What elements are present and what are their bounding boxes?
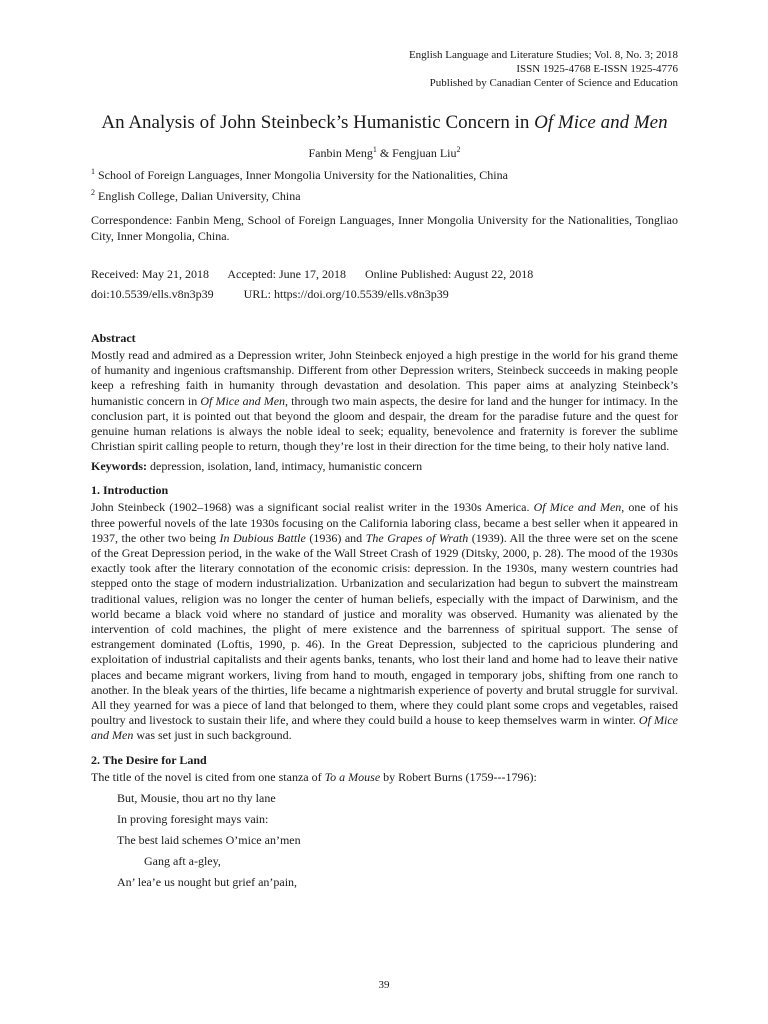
affiliation-marker: 2 bbox=[456, 145, 461, 154]
paragraph-text: John Steinbeck (1902–1968) was a significant social realist writer in the 1930s America. bbox=[91, 500, 534, 515]
novel-title-italic: Of Mice and Men bbox=[91, 713, 679, 743]
novel-title-italic: The Grapes of Wrath bbox=[365, 530, 469, 545]
novel-title-italic: Of Mice and Men bbox=[200, 393, 286, 408]
poem-line: Gang aft a-gley, bbox=[144, 853, 221, 868]
correspondence: Correspondence: Fanbin Meng, School of Foreign Languages, Inner Mongolia University for the Nationalities, Tongliao City, Inner Mongolia, China. bbox=[91, 213, 678, 243]
novel-title-italic: In Dubious Battle bbox=[219, 530, 306, 545]
paragraph-text: (1939). All the three were set on the scene of the Great Depression period, in the wake of the Wall Street Crash of 1929 (Ditsky, 2000, p. 28). The mood of the 1930s exactly took after the literary connotation of the economic crisis: depression. In the 1930s, many western countries had stepped onto the stage of modern industrialization. Urbanization and secularization had begun to subvert the mainstream traditional values, religion was no longer the center of human beliefs, especially with the impact of Darwinism, and the world became a black void where no standard of justice and morality was observed. Humanity was alienated by the intervention of cold machines, the plight of mere existence and the barrenness of spiritual support. The sense of estrangement dominated (Loftis, 1990, p. 46). In the Great Depression, subjected to the capricious plundering and exploitation of industrial capitalists and their agents banks, tenants, who lost their land and home had to leave their native places and became migrant workers, living from hand to mouth, engaged in temporary jobs, shifting from one ranch to another. In the bleak years of the thirties, life became a nightmarish experience of poverty and brutal struggle for survival. All they yearned for was a piece of land that belonged to them, where they could plant some crops and vegetables, raised poultry and livestock to sustain their life, and where they could build a house to keep themselves warm in winter. bbox=[91, 530, 678, 728]
keywords-label: Keywords: bbox=[91, 459, 147, 474]
affiliation-marker: 1 bbox=[372, 145, 377, 154]
page-number: 39 bbox=[378, 979, 390, 991]
abstract-text-part: , through two main aspects, the desire for land and the hunger for intimacy. In the conclusion part, it is pointed out that beyond the gloom and despair, the dream for the paradise future and the quest for genuine human relations is always the noble ideal to seek; equality, benevolence and fraternity is forever the sublime Christian spirit calling people to return, though they’re lost in their direction for the time being, to their holy native land. bbox=[91, 393, 679, 454]
paper-page bbox=[91, 48, 678, 890]
paragraph-text: was set just in such background. bbox=[133, 728, 292, 743]
affiliation-number: 1 bbox=[91, 167, 95, 176]
paragraph-text: (1936) and bbox=[305, 530, 366, 545]
issn-line: ISSN 1925-4768 E-ISSN 1925-4776 bbox=[516, 63, 678, 75]
keywords bbox=[91, 458, 678, 474]
title-italic: Of Mice and Men bbox=[534, 112, 668, 133]
doi-url-link[interactable]: URL: https://doi.org/10.5539/ells.v8n3p39 bbox=[243, 287, 449, 301]
poem-line: The best laid schemes O’mice an’men bbox=[117, 832, 301, 847]
keywords-text: depression, isolation, land, intimacy, humanistic concern bbox=[147, 459, 423, 474]
author-name: Fengjuan Liu bbox=[392, 146, 457, 160]
author-name: Fanbin Meng bbox=[308, 146, 373, 160]
title-main: An Analysis of John Steinbeck’s Humanistic Concern in bbox=[101, 112, 535, 133]
novel-title-italic: Of Mice and Men bbox=[533, 500, 622, 515]
published-date: Online Published: August 22, 2018 bbox=[364, 267, 534, 281]
doi-line bbox=[91, 286, 678, 302]
abstract-heading: Abstract bbox=[91, 331, 136, 345]
affiliation-number: 2 bbox=[91, 188, 95, 197]
publication-dates bbox=[91, 266, 678, 282]
paragraph-text: by Robert Burns (1759---1796): bbox=[380, 769, 537, 784]
doi-text: doi:10.5539/ells.v8n3p39 bbox=[91, 287, 214, 301]
author-separator: & bbox=[376, 146, 393, 160]
author-line bbox=[91, 145, 678, 161]
abstract-text bbox=[91, 348, 678, 454]
abstract-text-part: Mostly read and admired as a Depression writer, John Steinbeck enjoyed a high prestige in the world for his grand theme of humanity and ingenious craftsmanship. Different from other Depression writers, Steinbeck succeeds in making people keep a refreshing faith in humanity through devastation and desolation. This paper aims at analyzing Steinbeck’s humanistic concern in bbox=[91, 348, 678, 408]
accepted-date: Accepted: June 17, 2018 bbox=[227, 267, 346, 281]
poem-quote bbox=[117, 790, 678, 890]
paragraph-text: , one of his three powerful novels of the late 1930s focusing on the California laboring class, became a best seller when it appeared in 1937, the other two being bbox=[91, 500, 678, 545]
paragraph-text: The title of the novel is cited from one stanza of bbox=[91, 769, 325, 784]
poem-line: An’ lea’e us nought but grief an’pain, bbox=[117, 874, 298, 889]
affiliation-text: English College, Dalian University, China bbox=[95, 189, 301, 203]
poem-line: In proving foresight mays vain: bbox=[117, 811, 269, 826]
affiliation bbox=[91, 167, 678, 183]
poem-line: But, Mousie, thou art no thy lane bbox=[117, 790, 276, 805]
paper-title bbox=[91, 110, 678, 135]
publisher-line: Published by Canadian Center of Science and Education bbox=[429, 77, 678, 89]
section-heading-introduction: 1. Introduction bbox=[91, 483, 169, 498]
affiliation bbox=[91, 188, 678, 204]
affiliation-text: School of Foreign Languages, Inner Mongolia University for the Nationalities, China bbox=[95, 168, 508, 182]
journal-line: English Language and Literature Studies; Vol. 8, No. 3; 2018 bbox=[408, 49, 678, 61]
received-date: Received: May 21, 2018 bbox=[91, 267, 209, 281]
introduction-paragraph bbox=[91, 500, 678, 743]
journal-header bbox=[91, 48, 678, 90]
section-heading-desire-for-land: 2. The Desire for Land bbox=[91, 752, 207, 767]
poem-title-italic: To a Mouse bbox=[324, 769, 381, 784]
section2-paragraph bbox=[91, 770, 678, 785]
